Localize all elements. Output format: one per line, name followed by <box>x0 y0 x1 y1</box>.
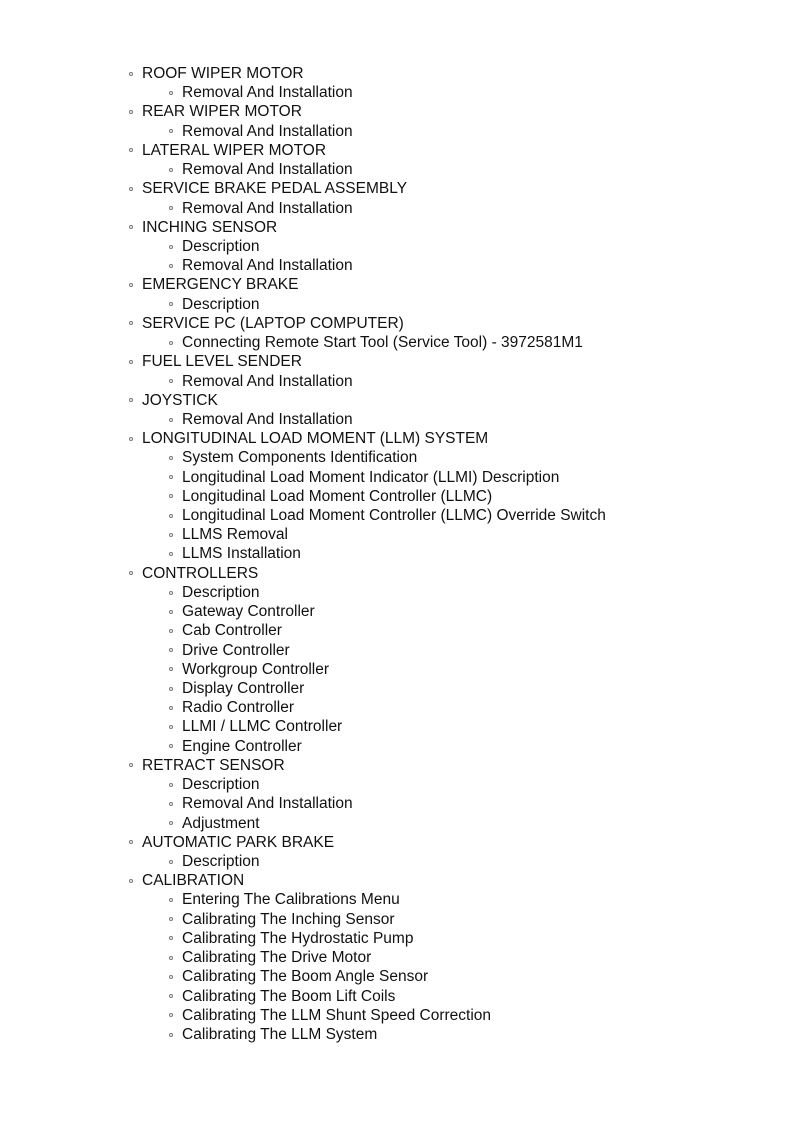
toc-subsection-title: Radio Controller <box>182 699 294 717</box>
toc-subsection-row <box>129 852 606 871</box>
toc-subsection-title: Removal And Installation <box>182 122 353 140</box>
bullet-icon <box>169 917 173 921</box>
bullet-icon <box>129 225 133 229</box>
toc-subsection-title: Calibrating The Drive Motor <box>182 949 372 967</box>
toc-subsection-row <box>129 602 606 621</box>
toc-subsection <box>129 237 606 256</box>
toc-subsection <box>129 948 606 967</box>
bullet-icon <box>169 168 173 172</box>
toc-section <box>129 275 606 313</box>
bullet-icon <box>169 706 173 710</box>
toc-subsection-row <box>129 621 606 640</box>
toc-section-title: LATERAL WIPER MOTOR <box>142 141 327 159</box>
toc-subsection-row <box>129 1006 606 1025</box>
bullet-icon <box>129 321 133 325</box>
toc-subsection-title: Longitudinal Load Moment Indicator (LLMI) Description <box>182 468 560 486</box>
toc-subsection-row <box>129 987 606 1006</box>
toc-subsection-row <box>129 256 606 275</box>
toc-subsection-title: Removal And Installation <box>182 199 353 217</box>
toc-section <box>129 429 606 564</box>
toc-subsection <box>129 890 606 909</box>
toc-subsection-title: Longitudinal Load Moment Controller (LLMC) Override Switch <box>182 507 606 525</box>
toc-section-title: JOYSTICK <box>142 391 218 409</box>
toc-subsection-row <box>129 448 606 467</box>
bullet-icon <box>169 610 173 614</box>
toc-subsection-title: Connecting Remote Start Tool (Service Tool) - 3972581M1 <box>182 334 583 352</box>
toc-subsection <box>129 256 606 275</box>
toc-subsection-title: Description <box>182 295 260 313</box>
toc-subsection <box>129 525 606 544</box>
toc-subsection-row <box>129 929 606 948</box>
bullet-icon <box>129 148 133 152</box>
toc-section-row <box>129 391 606 410</box>
toc-section-row <box>129 179 606 198</box>
toc-section-title: FUEL LEVEL SENDER <box>142 353 302 371</box>
toc-subsection-row <box>129 160 606 179</box>
toc-section-title: REAR WIPER MOTOR <box>142 103 302 121</box>
toc-subsection-row <box>129 794 606 813</box>
toc-subsection-row <box>129 83 606 102</box>
bullet-icon <box>169 475 173 479</box>
toc-subsection-title: Description <box>182 852 260 870</box>
toc-subsection-title: Description <box>182 237 260 255</box>
bullet-icon <box>169 591 173 595</box>
bullet-icon <box>169 821 173 825</box>
toc-section-row <box>129 218 606 237</box>
toc-subsection <box>129 621 606 640</box>
toc-subsection-title: Calibrating The Boom Angle Sensor <box>182 968 429 986</box>
toc-section-title: CALIBRATION <box>142 872 245 890</box>
toc-subsection-title: Adjustment <box>182 814 260 832</box>
toc-section <box>129 756 606 833</box>
toc-section-row <box>129 429 606 448</box>
toc-section-title: EMERGENCY BRAKE <box>142 276 299 294</box>
bullet-icon <box>169 514 173 518</box>
toc-section-row <box>129 64 606 83</box>
bullet-icon <box>169 744 173 748</box>
bullet-icon <box>169 802 173 806</box>
toc-section-title: SERVICE BRAKE PEDAL ASSEMBLY <box>142 180 408 198</box>
toc-subsection-title: Calibrating The Boom Lift Coils <box>182 987 396 1005</box>
toc-subsection-row <box>129 717 606 736</box>
toc-section-row <box>129 352 606 371</box>
toc-subsection-list <box>129 775 606 833</box>
toc-subsection-title: Calibrating The LLM Shunt Speed Correction <box>182 1006 492 1024</box>
toc-subsection <box>129 333 606 352</box>
toc-section <box>129 314 606 352</box>
toc-subsection-row <box>129 199 606 218</box>
bullet-icon <box>169 898 173 902</box>
bullet-icon <box>129 398 133 402</box>
toc-subsection-row <box>129 737 606 756</box>
toc-subsection <box>129 83 606 102</box>
bullet-icon <box>129 110 133 114</box>
toc-section-title: SERVICE PC (LAPTOP COMPUTER) <box>142 314 404 332</box>
table-of-contents <box>129 64 606 1044</box>
toc-section-row <box>129 833 606 852</box>
bullet-icon <box>169 956 173 960</box>
toc-section <box>129 218 606 276</box>
toc-subsection-row <box>129 948 606 967</box>
toc-subsection-list <box>129 199 606 218</box>
toc-subsection-title: Description <box>182 583 260 601</box>
bullet-icon <box>169 783 173 787</box>
bullet-icon <box>169 975 173 979</box>
bullet-icon <box>129 879 133 883</box>
toc-subsection-list <box>129 410 606 429</box>
toc-subsection-title: Removal And Installation <box>182 161 353 179</box>
toc-subsection-title: Longitudinal Load Moment Controller (LLMC) <box>182 487 493 505</box>
bullet-icon <box>129 437 133 441</box>
toc-subsection-row <box>129 660 606 679</box>
toc-subsection <box>129 775 606 794</box>
toc-subsection-row <box>129 410 606 429</box>
bullet-icon <box>129 571 133 575</box>
toc-subsection <box>129 1025 606 1044</box>
toc-subsection-title: Calibrating The Inching Sensor <box>182 910 395 928</box>
toc-subsection-title: Removal And Installation <box>182 795 353 813</box>
toc-subsection-row <box>129 295 606 314</box>
toc-section <box>129 871 606 1044</box>
toc-subsection <box>129 295 606 314</box>
toc-subsection <box>129 410 606 429</box>
bullet-icon <box>129 360 133 364</box>
toc-subsection <box>129 372 606 391</box>
toc-subsection-title: Cab Controller <box>182 622 282 640</box>
toc-subsection <box>129 852 606 871</box>
toc-subsection-row <box>129 775 606 794</box>
toc-subsection-row <box>129 122 606 141</box>
toc-section-row <box>129 314 606 333</box>
toc-subsection-title: Display Controller <box>182 680 305 697</box>
toc-subsection <box>129 602 606 621</box>
toc-subsection-title: Removal And Installation <box>182 372 353 390</box>
bullet-icon <box>169 494 173 498</box>
toc-subsection-list <box>129 237 606 275</box>
bullet-icon <box>169 456 173 460</box>
toc-subsection-row <box>129 910 606 929</box>
toc-section-row <box>129 564 606 583</box>
bullet-icon <box>169 245 173 249</box>
toc-section <box>129 833 606 871</box>
bullet-icon <box>169 341 173 345</box>
toc-subsection <box>129 468 606 487</box>
toc-subsection <box>129 544 606 563</box>
toc-subsection <box>129 679 606 698</box>
toc-section-title: LONGITUDINAL LOAD MOMENT (LLM) SYSTEM <box>142 430 489 448</box>
toc-section <box>129 564 606 756</box>
toc-subsection-row <box>129 641 606 660</box>
toc-subsection-row <box>129 544 606 563</box>
toc-section-title: CONTROLLERS <box>142 564 259 582</box>
toc-subsection <box>129 814 606 833</box>
toc-section-row <box>129 275 606 294</box>
toc-subsection <box>129 717 606 736</box>
bullet-icon <box>129 763 133 767</box>
toc-subsection <box>129 448 606 467</box>
toc-section-row <box>129 756 606 775</box>
bullet-icon <box>129 72 133 76</box>
bullet-icon <box>169 91 173 95</box>
toc-subsection-row <box>129 814 606 833</box>
bullet-icon <box>129 840 133 844</box>
toc-subsection-row <box>129 967 606 986</box>
bullet-icon <box>129 187 133 191</box>
toc-subsection-row <box>129 468 606 487</box>
toc-subsection <box>129 160 606 179</box>
bullet-icon <box>169 648 173 652</box>
toc-subsection-title: Calibrating The LLM System <box>182 1025 378 1043</box>
toc-subsection-title: System Components Identification <box>182 449 418 467</box>
toc-subsection-title: Drive Controller <box>182 641 290 659</box>
bullet-icon <box>169 936 173 940</box>
toc-subsection-title: Calibrating The Hydrostatic Pump <box>182 929 414 947</box>
toc-section-title: AUTOMATIC PARK BRAKE <box>142 833 335 851</box>
bullet-icon <box>169 725 173 729</box>
toc-section-row <box>129 141 606 160</box>
bullet-icon <box>169 667 173 671</box>
toc-subsection-list <box>129 122 606 141</box>
toc-subsection-title: Entering The Calibrations Menu <box>182 891 400 909</box>
bullet-icon <box>169 206 173 210</box>
toc-subsection-title: Removal And Installation <box>182 257 353 275</box>
toc-subsection-list <box>129 160 606 179</box>
bullet-icon <box>169 533 173 537</box>
toc-section-row <box>129 871 606 890</box>
toc-subsection <box>129 122 606 141</box>
toc-subsection-list <box>129 448 606 563</box>
bullet-icon <box>169 860 173 864</box>
toc-section <box>129 352 606 390</box>
toc-section <box>129 141 606 179</box>
toc-subsection-list <box>129 83 606 102</box>
toc-subsection <box>129 506 606 525</box>
toc-section-title: ROOF WIPER MOTOR <box>142 65 304 82</box>
toc-subsection-list <box>129 333 606 352</box>
toc-section <box>129 64 606 102</box>
toc-subsection-title: LLMS Removal <box>182 526 288 544</box>
toc-section-row <box>129 102 606 121</box>
toc-subsection <box>129 487 606 506</box>
toc-subsection <box>129 698 606 717</box>
toc-section <box>129 179 606 217</box>
toc-subsection <box>129 641 606 660</box>
bullet-icon <box>169 1033 173 1037</box>
toc-subsection-row <box>129 679 606 698</box>
toc-subsection-title: LLMI / LLMC Controller <box>182 718 343 736</box>
toc-subsection-row <box>129 506 606 525</box>
toc-subsection-list <box>129 852 606 871</box>
toc-subsection-row <box>129 333 606 352</box>
toc-subsection-title: Removal And Installation <box>182 84 353 102</box>
toc-section <box>129 102 606 140</box>
bullet-icon <box>169 418 173 422</box>
bullet-icon <box>169 302 173 306</box>
toc-subsection-title: Description <box>182 776 260 794</box>
bullet-icon <box>169 994 173 998</box>
toc-subsection-list <box>129 890 606 1044</box>
bullet-icon <box>129 283 133 287</box>
bullet-icon <box>169 687 173 691</box>
toc-section-title: RETRACT SENSOR <box>142 756 285 774</box>
toc-subsection-row <box>129 525 606 544</box>
toc-subsection <box>129 1006 606 1025</box>
toc-subsection-title: Engine Controller <box>182 737 302 755</box>
toc-subsection-row <box>129 1025 606 1044</box>
bullet-icon <box>169 379 173 383</box>
toc-subsection-list <box>129 372 606 391</box>
toc-subsection <box>129 737 606 756</box>
toc-subsection-title: Removal And Installation <box>182 410 353 428</box>
toc-subsection <box>129 583 606 602</box>
toc-section-title: INCHING SENSOR <box>142 218 278 236</box>
bullet-icon <box>169 264 173 268</box>
toc-section <box>129 391 606 429</box>
toc-subsection-list <box>129 583 606 756</box>
toc-subsection <box>129 910 606 929</box>
toc-subsection-list <box>129 295 606 314</box>
toc-subsection-row <box>129 487 606 506</box>
bullet-icon <box>169 629 173 633</box>
toc-subsection <box>129 794 606 813</box>
toc-subsection-title: Workgroup Controller <box>182 660 330 678</box>
toc-subsection <box>129 967 606 986</box>
toc-subsection-row <box>129 372 606 391</box>
toc-subsection <box>129 929 606 948</box>
toc-subsection-title: Gateway Controller <box>182 603 315 621</box>
toc-subsection-row <box>129 698 606 717</box>
toc-subsection <box>129 660 606 679</box>
toc-subsection-row <box>129 583 606 602</box>
bullet-icon <box>169 1013 173 1017</box>
bullet-icon <box>169 552 173 556</box>
toc-subsection-title: LLMS Installation <box>182 545 301 563</box>
bullet-icon <box>169 129 173 133</box>
toc-subsection-row <box>129 237 606 256</box>
toc-subsection <box>129 987 606 1006</box>
toc-subsection <box>129 199 606 218</box>
toc-subsection-row <box>129 890 606 909</box>
